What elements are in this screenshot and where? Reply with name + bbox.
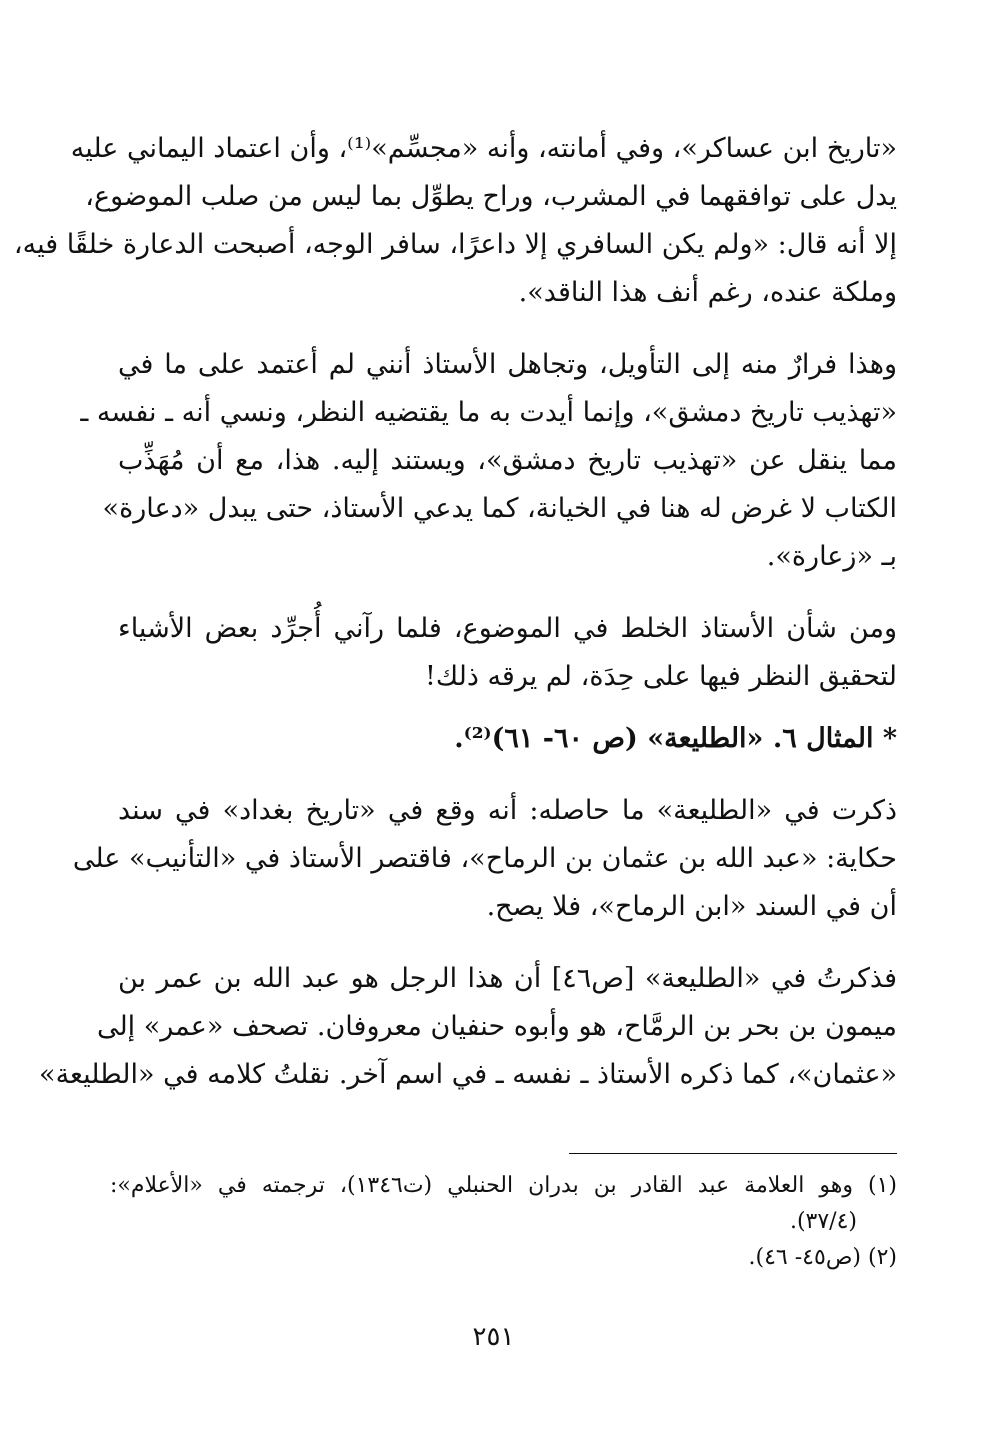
- text-line: وهذا فرارٌ منه إلى التأويل، وتجاهل الأستاذ أنني لم أعتمد على ما في: [118, 349, 897, 380]
- section-heading: * المثال ٦. «الطليعة» (ص ٦٠- ٦١)⁽²⁾.: [454, 723, 897, 754]
- text-line: فذكرتُ في «الطليعة» [ص٤٦] أن هذا الرجل هو عبد الله بن عمر بن: [118, 963, 897, 994]
- text-line: «تهذيب تاريخ دمشق»، وإنما أيدت به ما يقتضيه النظر، ونسي أنه ـ نفسه ـ: [80, 397, 897, 428]
- footnote-divider: [569, 1153, 897, 1154]
- text-line: «عثمان»، كما ذكره الأستاذ ـ نفسه ـ في اسم آخر. نقلتُ كلامه في «الطليعة»: [39, 1059, 897, 1090]
- text-line: أن في السند «ابن الرماح»، فلا يصح.: [486, 891, 897, 922]
- footnote-2: (٢) (ص٤٥- ٤٦).: [748, 1245, 897, 1270]
- text-line: مما ينقل عن «تهذيب تاريخ دمشق»، ويستند إليه. هذا، مع أن مُهَذِّب: [118, 445, 897, 476]
- text-line: الكتاب لا غرض له هنا في الخيانة، كما يدعي الأستاذ، حتى يبدل «دعارة»: [102, 493, 897, 524]
- text-line: يدل على توافقهما في المشرب، وراح يطوِّل بما ليس من صلب الموضوع،: [85, 181, 897, 212]
- footnote-1-continuation: (٣٧/٤).: [789, 1209, 857, 1234]
- text-line: وملكة عنده، رغم أنف هذا الناقد».: [518, 277, 897, 308]
- footnotes: [110, 1168, 897, 1276]
- text-line: «تاريخ ابن عساكر»، وفي أمانته، وأنه «مجسِّم»⁽¹⁾، وأن اعتماد اليماني عليه: [70, 133, 897, 164]
- text-line: إلا أنه قال: «ولم يكن السافري إلا داعرًا، سافر الوجه، أصبحت الدعارة خلقًا فيه،: [13, 229, 897, 260]
- page-number: ٢٥١: [472, 1322, 515, 1352]
- text-line: بـ «زعارة».: [766, 541, 897, 572]
- text-line: ذكرت في «الطليعة» ما حاصله: أنه وقع في «تاريخ بغداد» في سند: [118, 795, 897, 826]
- text-line: ومن شأن الأستاذ الخلط في الموضوع، فلما رآني أُجرِّد بعض الأشياء: [118, 613, 897, 644]
- text-line: ميمون بن بحر بن الرمَّاح، هو وأبوه حنفيان معروفان. تصحف «عمر» إلى: [96, 1011, 897, 1042]
- footnote-1: (١) وهو العلامة عبد القادر بن بدران الحنبلي (ت١٣٤٦)، ترجمته في «الأعلام»:: [110, 1173, 897, 1198]
- text-line: لتحقيق النظر فيها على حِدَة، لم يرقه ذلك!: [425, 661, 897, 692]
- text-line: حكاية: «عبد الله بن عثمان بن الرماح»، فاقتصر الأستاذ في «التأنيب» على: [72, 843, 897, 874]
- main-text: [13, 125, 897, 1099]
